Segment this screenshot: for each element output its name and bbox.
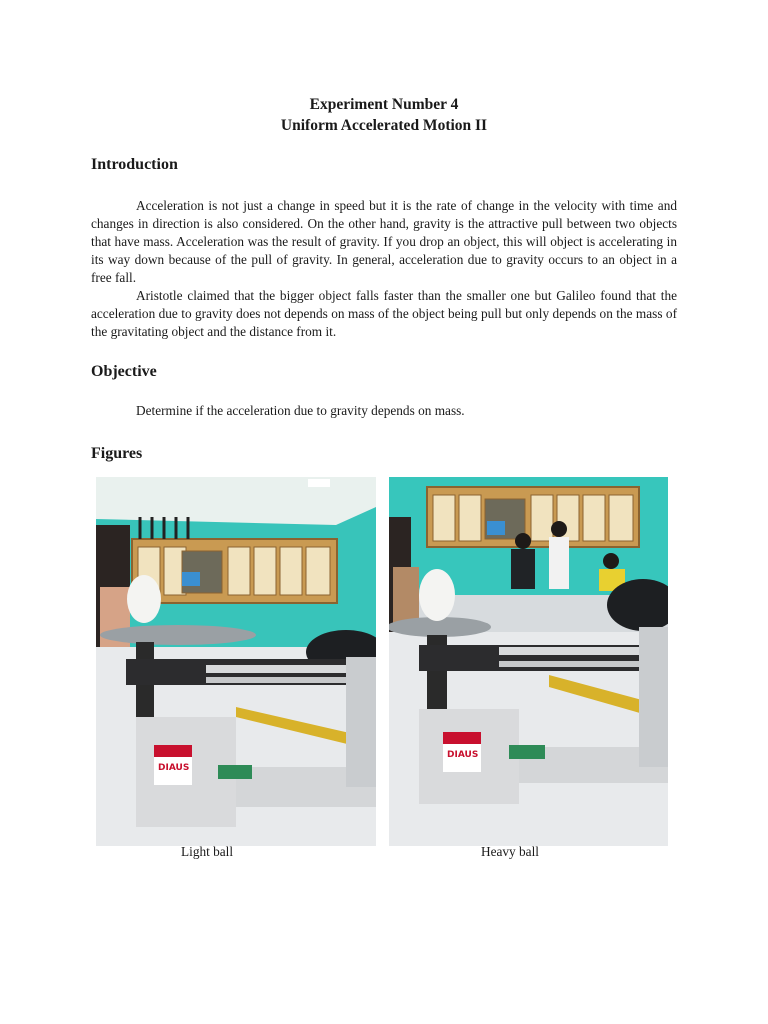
experiment-subtitle: Uniform Accelerated Motion II <box>280 117 488 134</box>
introduction-heading: Introduction <box>91 156 178 173</box>
figures-heading: Figures <box>91 445 143 462</box>
brand-label-text: DIAUS <box>447 750 479 760</box>
experiment-title: Experiment Number 4 <box>309 96 459 113</box>
caption-light-ball: Light ball <box>181 844 234 859</box>
caption-heavy-ball: Heavy ball <box>481 844 539 859</box>
figure-heavy-ball-photo <box>389 477 668 846</box>
objective-heading: Objective <box>91 363 157 380</box>
figure-light-ball-photo <box>96 477 376 846</box>
brand-label-text: DIAUS <box>158 763 190 773</box>
introduction-paragraph-2: Aristotle claimed that the bigger object falls faster than the smaller one but Galileo found that the acceleration due to gravity does not depends on mass of the object being pull but only depends on the mass of the gravitating object and the distance from it. <box>91 288 677 339</box>
introduction-paragraph-1: Acceleration is not just a change in speed but it is the rate of change in the velocity with time and changes in direction is also considered. On the other hand, gravity is the attractive pull between two objects that have mass. Acceleration was the result of gravity. If you drop an object, this will object is accelerating in its way down because of the pull of gravity. In general, acceleration due to gravity occurs to an object in a free fall. <box>91 198 677 285</box>
objective-text: Determine if the acceleration due to gravity depends on mass. <box>136 403 465 418</box>
